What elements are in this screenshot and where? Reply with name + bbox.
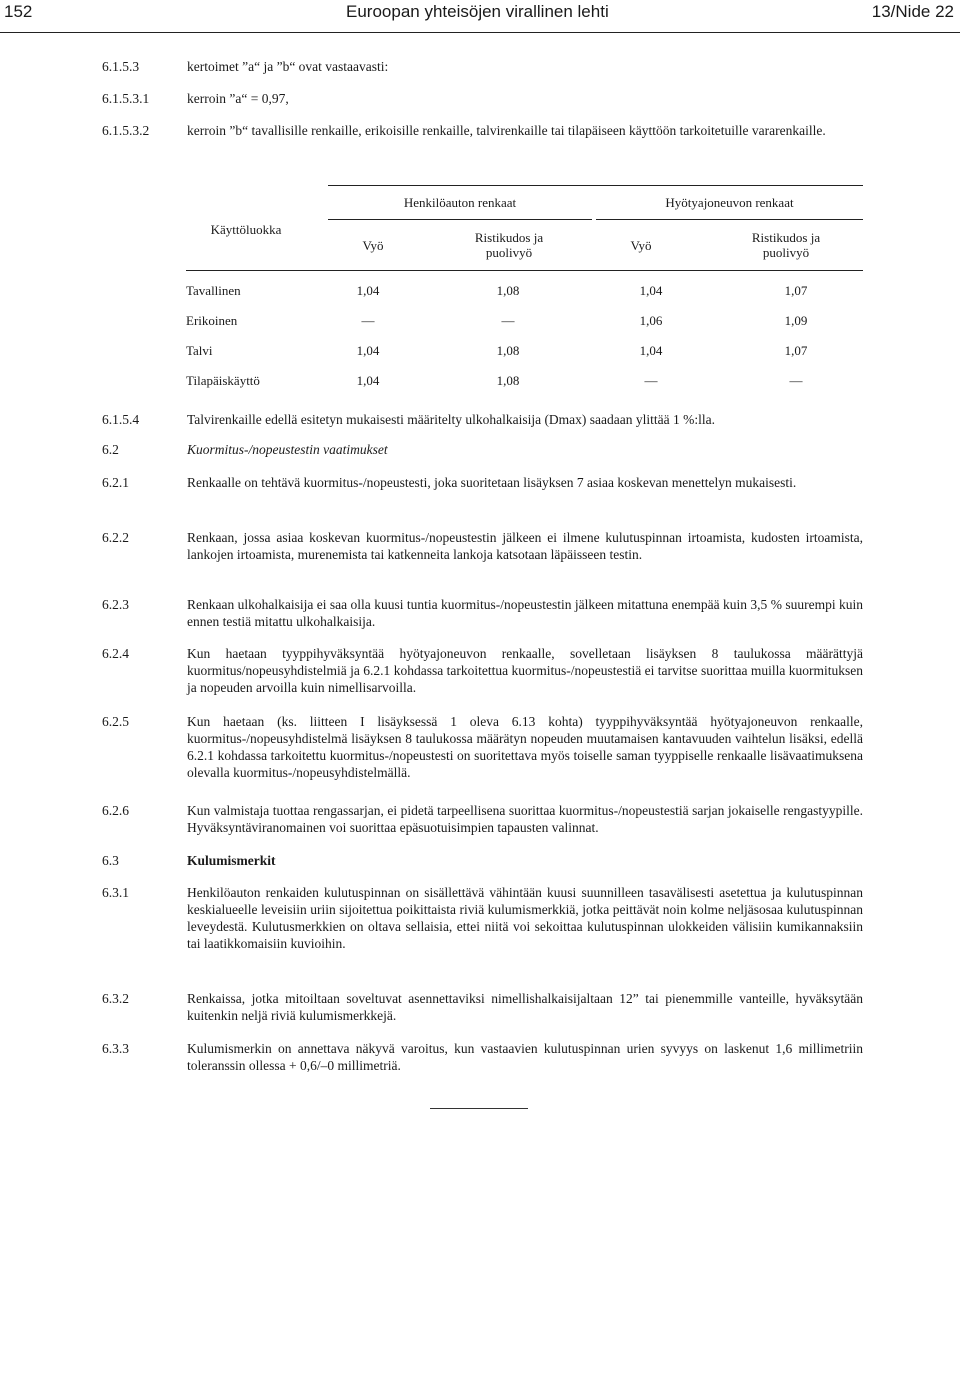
table-cell: — [501, 313, 515, 328]
paragraph-number: 6.2.1 [102, 475, 129, 490]
paragraph-number: 6.2.3 [102, 597, 129, 612]
paragraph-text: Kulumismerkin on annettava näkyvä varoitus, kun vastaavien kulutuspinnan urien syvyys on laskenut 1,6 millimetriin toleranssin ollessa + 0,6/–0 millimetriä. [187, 1041, 863, 1073]
group1-rule [328, 219, 592, 220]
table-cell: 1,07 [784, 283, 808, 298]
subheader-radial-1: Vyö [362, 238, 384, 253]
paragraph-text: Renkaan, jossa asiaa koskevan kuormitus-/nopeustestin jälkeen ei ilmene kulutuspinnan irtoamista, kudosten irtoamista, lankojen irtoamista, murenemista tai katkenneita lankoja katsotaan läpäisseen testin. [187, 530, 863, 562]
header-bottom-rule [186, 270, 863, 271]
table-cell: 1,09 [784, 313, 808, 328]
page-number: 152 [4, 2, 33, 21]
paragraph-number: 6.2.2 [102, 530, 129, 545]
paragraph-number: 6.2 [102, 442, 119, 457]
paragraph-number: 6.3.1 [102, 885, 129, 900]
table-cell: 1,04 [356, 373, 380, 388]
table-cell: 1,08 [496, 283, 520, 298]
journal-title: Euroopan yhteisöjen virallinen lehti [346, 2, 609, 21]
paragraph-text: Renkaalle on tehtävä kuormitus-/nopeustesti, joka suoritetaan lisäyksen 7 asiaa koskevan menettelyn mukaisesti. [187, 475, 797, 490]
paragraph-number: 6.1.5.3.2 [102, 123, 150, 138]
group2-rule [596, 219, 863, 220]
row-label: Talvi [186, 343, 213, 358]
row-label: Tilapäiskäyttö [186, 373, 260, 388]
paragraph-text: kerroin ”b“ tavallisille renkaille, erikoisille renkaille, talvirenkaille tai tilapäiseen käyttöön tarkoitetuille vararenkaille. [187, 123, 826, 138]
paragraph-number: 6.1.5.4 [102, 412, 140, 427]
subheader-crossply-1: Ristikudos ja puolivyö [474, 230, 544, 260]
paragraph-text: Kun valmistaja tuottaa rengassarjan, ei pidetä tarpeellisena suorittaa kuormitus-/nopeustestiä sarjan jokaiselle rengastyypille. Hyväksyntäviranomainen voi suorittaa epäsuotuisimpien tapausten valinnat. [187, 803, 863, 835]
table-top-rule [328, 185, 863, 186]
subheader-radial-2: Vyö [630, 238, 652, 253]
table-cell: 1,04 [356, 343, 380, 358]
running-header [0, 0, 960, 30]
paragraph-text: Henkilöauton renkaiden kulutuspinnan on sisällettävä vähintään kuusi suunnilleen tasavälisesti asetettua ja kulutuspinnan keskialueelle leveisiin uriin sijoitettua poikittaista riviä kulumismerkkiä, jotka peittävät noin kolme neljäsosaa kulutuspinnan leveydestä. Kulutusmerkkien on oltava sellaisia, ettei niitä voi sekoittaa kulutuspinnan ulokkeiden välisiin kumikannaksiin tai laatikkomaisiin kuvioihin. [187, 885, 863, 951]
column-header-category: Käyttöluokka [210, 222, 282, 237]
paragraph-text: Talvirenkaille edellä esitetyn mukaisesti määritelty ulkohalkaisija (Dmax) saadaan ylittää 1 %:lla. [187, 412, 715, 427]
paragraph-number: 6.1.5.3 [102, 59, 140, 74]
table-cell: — [361, 313, 375, 328]
table-cell: — [789, 373, 803, 388]
subheader-crossply-2: Ristikudos ja puolivyö [751, 230, 821, 260]
row-label: Erikoinen [186, 313, 238, 328]
table-cell: 1,04 [356, 283, 380, 298]
table-cell: — [644, 373, 658, 388]
paragraph-number: 6.2.4 [102, 646, 129, 661]
group-header-commercial: Hyötyajoneuvon renkaat [665, 195, 794, 210]
paragraph-number: 6.3.3 [102, 1041, 129, 1056]
paragraph-text: Kun haetaan (ks. liitteen I lisäyksessä 1 oleva 6.13 kohta) tyyppihyväksyntää hyötyajoneuvon renkaalle, kuormitus-/nopeusyhdistelmä lisäyksen 8 taulukossa määrätyn nopeuden muutamaisen kantavuuden vaihtelun lisäksi, edellä 6.2.1 kohdassa tarkoitettu kuormitus-/nopeustesti on suoritettava myös toiselle saman tyyppiselle renkaalle lisävaatimuksena olevalla kuormitus-/nopeusyhdistelmällä. [187, 714, 863, 780]
table-cell: 1,07 [784, 343, 808, 358]
table-cell: 1,06 [639, 313, 663, 328]
paragraph-number: 6.3.2 [102, 991, 129, 1006]
section-title: Kulumismerkit [187, 853, 276, 868]
group-header-passenger: Henkilöauton renkaat [403, 195, 517, 210]
paragraph-number: 6.2.6 [102, 803, 129, 818]
paragraph-number: 6.3 [102, 853, 119, 868]
paragraph-number: 6.2.5 [102, 714, 129, 729]
paragraph-text: Renkaissa, jotka mitoiltaan soveltuvat asennettaviksi nimellishalkaisijaltaan 12” tai pienemmille vanteille, hyväksytään kuitenkin neljä riviä kulumismerkkejä. [187, 991, 863, 1023]
end-rule [430, 1108, 528, 1109]
coefficient-table [186, 185, 863, 390]
table-cell: 1,08 [496, 373, 520, 388]
row-label: Tavallinen [186, 283, 241, 298]
paragraph-text: kertoimet ”a“ ja ”b“ ovat vastaavasti: [187, 59, 389, 74]
table-cell: 1,04 [639, 283, 663, 298]
volume-label: 13/Nide 22 [871, 2, 954, 21]
paragraph-text: Kun haetaan tyyppihyväksyntää hyötyajoneuvon renkaalle, sovelletaan lisäyksen 8 taulukossa määrättyjä kuormitus/nopeusyhdistelmiä ja 6.2.1 kohdassa tarkoitettua kuormitus-/nopeustestiä ei tarvitse suorittaa muilla kuormituksen ja nopeuden arvoilla kuin nimellisarvoilla. [187, 646, 863, 695]
header-rule [0, 32, 960, 33]
paragraph-text: Renkaan ulkohalkaisija ei saa olla kuusi tuntia kuormitus-/nopeustestin jälkeen mitattuna enempää kuin 3,5 % suurempi kuin ennen testiä mitattu ulkohalkaisija. [187, 597, 863, 629]
section-title: Kuormitus-/nopeustestin vaatimukset [187, 442, 388, 457]
table-cell: 1,04 [639, 343, 663, 358]
table-cell: 1,08 [496, 343, 520, 358]
paragraph-number: 6.1.5.3.1 [102, 91, 150, 106]
paragraph-text: kerroin ”a“ = 0,97, [187, 91, 289, 106]
